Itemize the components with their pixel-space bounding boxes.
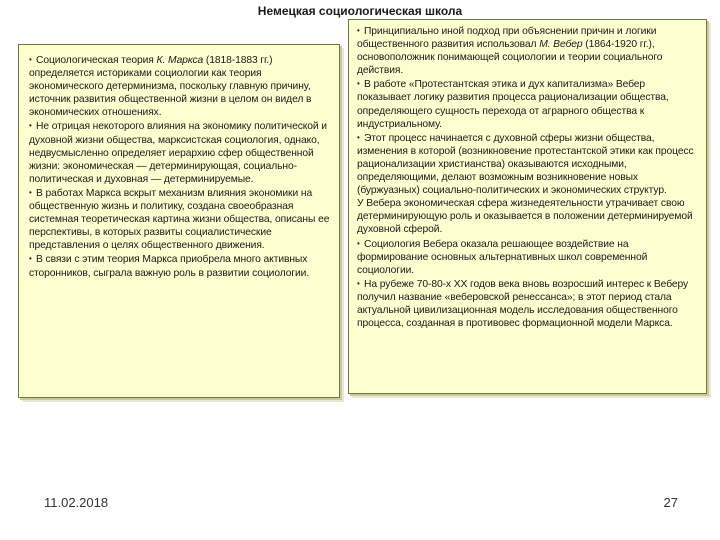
paragraph-protestant-ethic — [357, 77, 700, 130]
paragraph-supporters — [29, 252, 333, 279]
paragraph-text: У Вебера экономическая сфера жизнедеятельности утрачивает свою детерминирующую роль и оказывается в положении детерминируемой духовной сферой. — [357, 198, 693, 236]
bullet-icon: • — [357, 278, 360, 288]
paragraph-text: Этот процесс начинается с духовной сферы жизни общества, изменения в которой (возникновение протестантской этики как процесс рационализации христианства) оказываются исходными, определяющими, делают возможным возникновение новых (буржуазных) социально-политических и экономических структур. — [357, 132, 694, 197]
bullet-icon: • — [357, 238, 360, 248]
paragraph-spiritual-sphere — [357, 131, 700, 197]
paragraph-text: (1864-1920 гг.), основоположник понимающей социологии и теории социального действия. — [357, 39, 663, 77]
paragraph-text: Социология Вебера оказала решающее воздействие на формирование основных альтернативных школ современной социологии. — [357, 238, 648, 276]
paragraph-text: В работах Маркса вскрыт механизм влияния экономики на общественную жизнь и политику, создана своеобразная системная теоретическая картина жизни общества, описаны ее перспективы, в которых развиты социалистические представления о целях общественного движения. — [29, 187, 330, 252]
bullet-icon: • — [29, 187, 32, 197]
paragraph-text: В связи с этим теория Маркса приобрела много активных сторонников, сыграла важную роль в развитии социологии. — [29, 254, 310, 279]
paragraph-weber-approach — [357, 24, 700, 77]
bullet-icon: • — [29, 121, 32, 131]
paragraph-hierarchy — [29, 119, 333, 185]
bullet-icon: • — [357, 79, 360, 89]
slide-date: 11.02.2018 — [44, 495, 109, 510]
paragraph-economic-sphere — [357, 197, 700, 236]
paragraph-renaissance — [357, 277, 700, 330]
paragraph-text: Не отрицая некоторого влияния на экономику политической и духовной жизни общества, марксистская социология, однако, недвусмысленно определяет иерархию сфер общественной жизни: экономическая — детерминирующая, социально-политическая и духовная — детерминируемые. — [29, 121, 327, 185]
paragraph-marx-theory — [29, 53, 333, 119]
author-name: М. Вебер — [539, 39, 583, 51]
weber-text-box — [348, 19, 707, 394]
paragraph-influence — [357, 237, 700, 277]
bullet-icon: • — [29, 55, 32, 64]
paragraph-text: Социологическая теория — [36, 55, 157, 66]
bullet-icon: • — [357, 26, 360, 35]
paragraph-text: В работе «Протестантская этика и дух капитализма» Вебер показывает логику развития процесса рационализации общества, определяющего сущность перехода от аграрного общества к индустриальному. — [357, 79, 669, 130]
paragraph-text: (1818-1883 гг.) определяется историками социологии как теория экономического детерминизма, поскольку главную причину, источник развития общественной жизни в целом он видел в экономических отношениях. — [29, 55, 312, 119]
marx-text-box — [18, 44, 340, 398]
bullet-icon: • — [29, 254, 32, 264]
bullet-icon: • — [357, 132, 360, 142]
paragraph-mechanism — [29, 186, 333, 252]
slide-title: Немецкая социологическая школа — [257, 4, 463, 18]
paragraph-text: Принципиально иной подход при объяснении причин и логики общественного развития использовал — [357, 26, 657, 51]
paragraph-text: На рубеже 70-80-х XX годов века вновь возросший интерес к Веберу получил название «веберовской ренессанса»; в этот период стала актуальной цивилизационная модель исследования общественного процесса, созданная в противовес формационной модели Маркса. — [357, 278, 689, 330]
author-name: К. Маркса — [156, 55, 204, 66]
slide-page-number: 27 — [663, 495, 678, 510]
